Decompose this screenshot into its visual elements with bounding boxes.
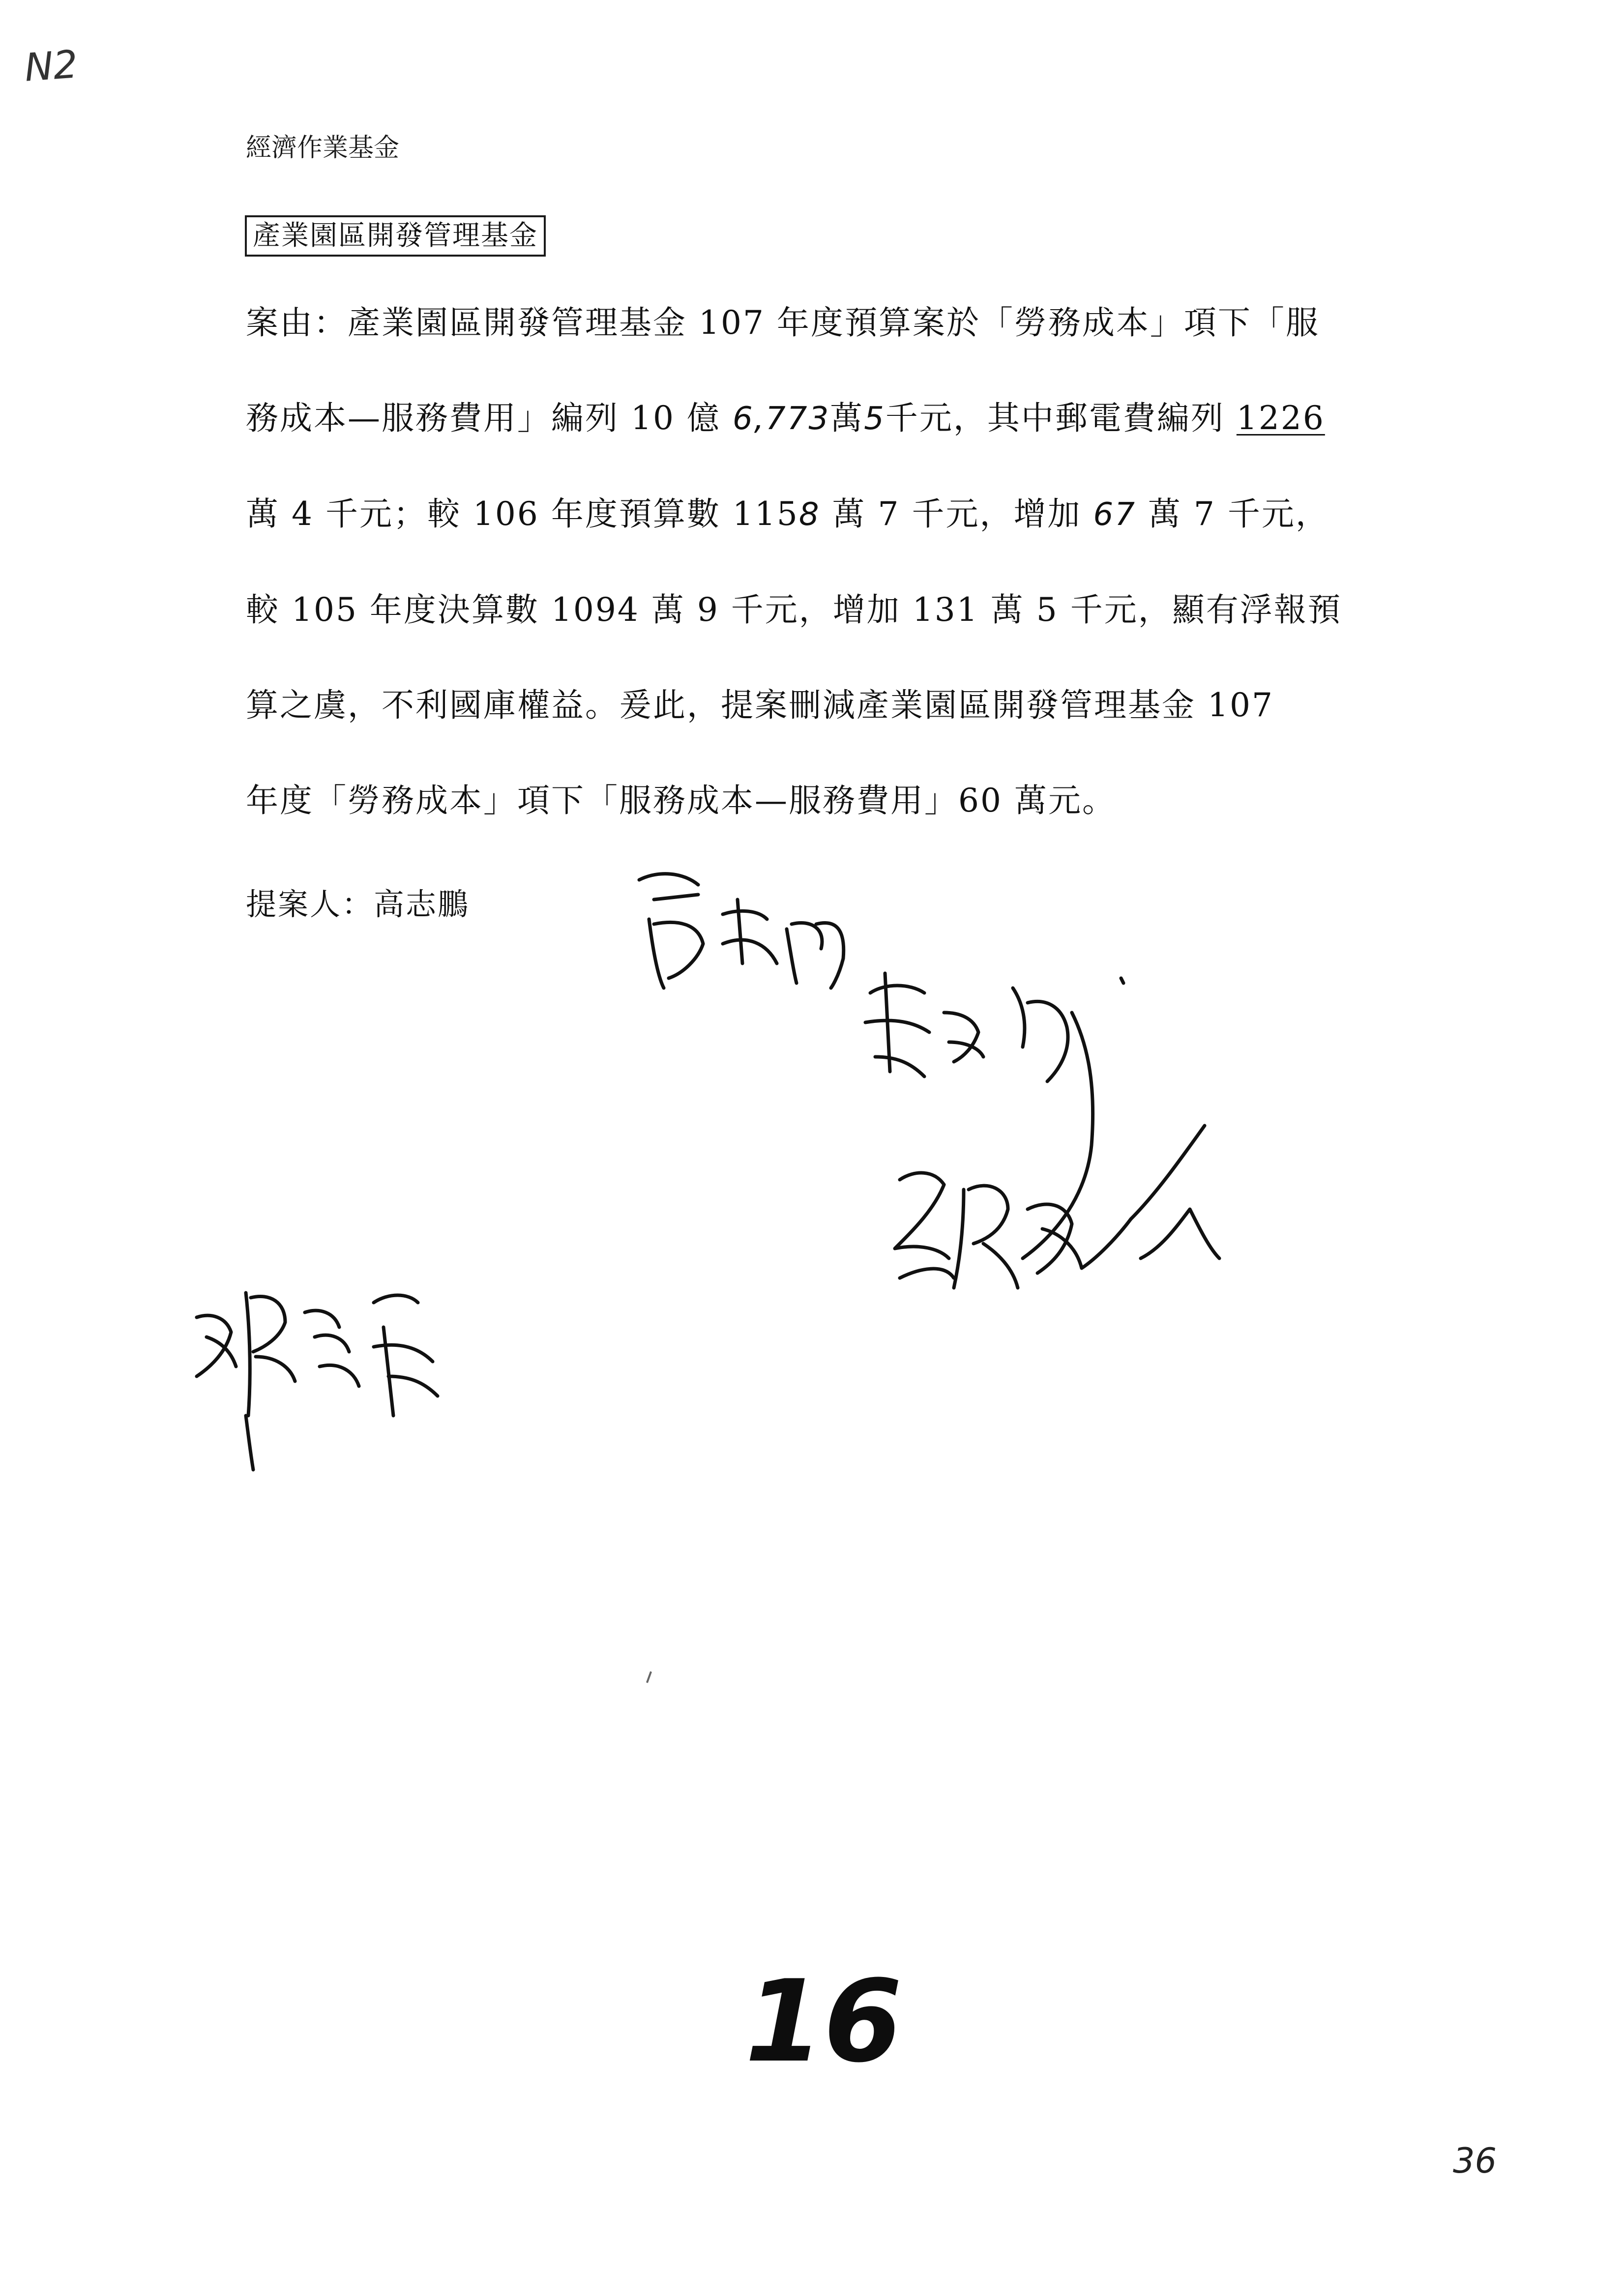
signature-qiu-yiying — [197, 1293, 438, 1470]
proposal-line-1: 案由：產業園區開發管理基金 107 年度預算案於「勞務成本」項下「服 — [246, 304, 1320, 342]
proposal-line-5: 算之虞，不利國庫權益。爰此，提案刪減產業園區開發管理基金 107 — [246, 686, 1274, 724]
signature-su-qiaohui — [865, 973, 1123, 1258]
stray-mark — [646, 1671, 652, 1683]
handwritten-doc-number: 36 — [1453, 2141, 1497, 2181]
signature-third-cosigner — [895, 1126, 1219, 1288]
handwritten-amount: 6,773 — [732, 401, 830, 437]
proposal-line-6: 年度「勞務成本」項下「服務成本—服務費用」60 萬元。 — [246, 782, 1116, 819]
handwritten-corner-mark: N2 — [23, 42, 79, 90]
underlined-amount: 1226 — [1236, 399, 1325, 437]
proposal-body — [246, 275, 1396, 848]
proposal-line-4: 較 105 年度決算數 1094 萬 9 千元，增加 131 萬 5 千元，顯有浮報預 — [246, 591, 1342, 629]
fund-title-box: 產業園區開發管理基金 — [245, 215, 546, 257]
proposer-line: 提案人：高志鵬 — [246, 886, 470, 922]
handwritten-digit: 5 — [864, 401, 886, 437]
signature-gao-zhipeng — [639, 874, 844, 988]
proposal-line-3: 萬 4 千元；較 106 年度預算數 1158 萬 7 千元，增加 67 萬 7 千元， — [246, 495, 1329, 533]
handwritten-digit: 8 — [798, 496, 821, 533]
proposal-line-2: 務成本—服務費用」編列 10 億 6,773萬5千元，其中郵電費編列 1226 — [246, 399, 1325, 437]
handwritten-page-number: 16 — [745, 1956, 903, 2088]
section-label: 經濟作業基金 — [246, 133, 400, 163]
handwritten-amount: 67 — [1093, 496, 1136, 533]
